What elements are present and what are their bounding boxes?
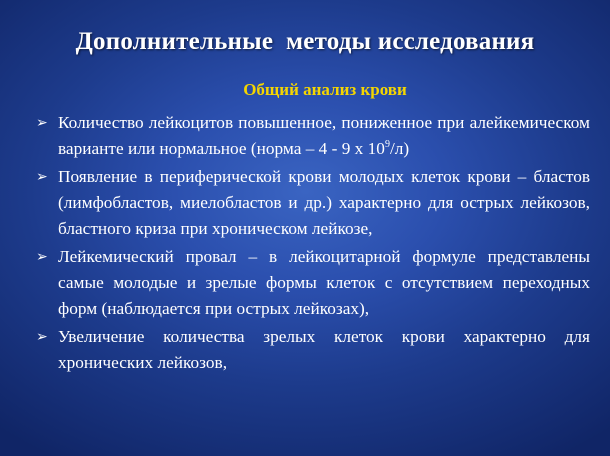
bullet-text-tail: /л)	[389, 139, 410, 158]
bullet-item	[36, 324, 590, 376]
bullet-list	[36, 110, 590, 378]
bullet-text-main: Количество лейкоцитов повышенное, пониженное при алейкемическом варианте или нормальное (норма – 4 - 9 х 10	[58, 113, 590, 158]
bullet-text-superscript: 9	[384, 139, 390, 151]
arrow-bullet-icon: ➢	[36, 115, 48, 131]
slide-title: Дополнительные методы исследования	[75, 28, 535, 55]
bullet-item	[36, 110, 590, 162]
bullet-item	[36, 244, 590, 322]
bullet-text: Появление в периферической крови молодых клеток крови – бластов (лимфобластов, миелобластов и др.) характерно для острых лейкозов, бластного криза при хроническом лейкозе,	[58, 167, 590, 238]
arrow-bullet-icon: ➢	[36, 169, 48, 185]
slide-subtitle: Общий анализ крови	[243, 80, 407, 99]
bullet-item	[36, 164, 590, 242]
arrow-bullet-icon: ➢	[36, 329, 48, 345]
bullet-text	[58, 113, 590, 158]
bullet-text: Увеличение количества зрелых клеток крови характерно для хронических лейкозов,	[58, 327, 590, 372]
arrow-bullet-icon: ➢	[36, 249, 48, 265]
bullet-text: Лейкемический провал – в лейкоцитарной формуле представлены самые молодые и зрелые формы клеток с отсутствием переходных форм (наблюдается при острых лейкозах),	[58, 247, 590, 318]
